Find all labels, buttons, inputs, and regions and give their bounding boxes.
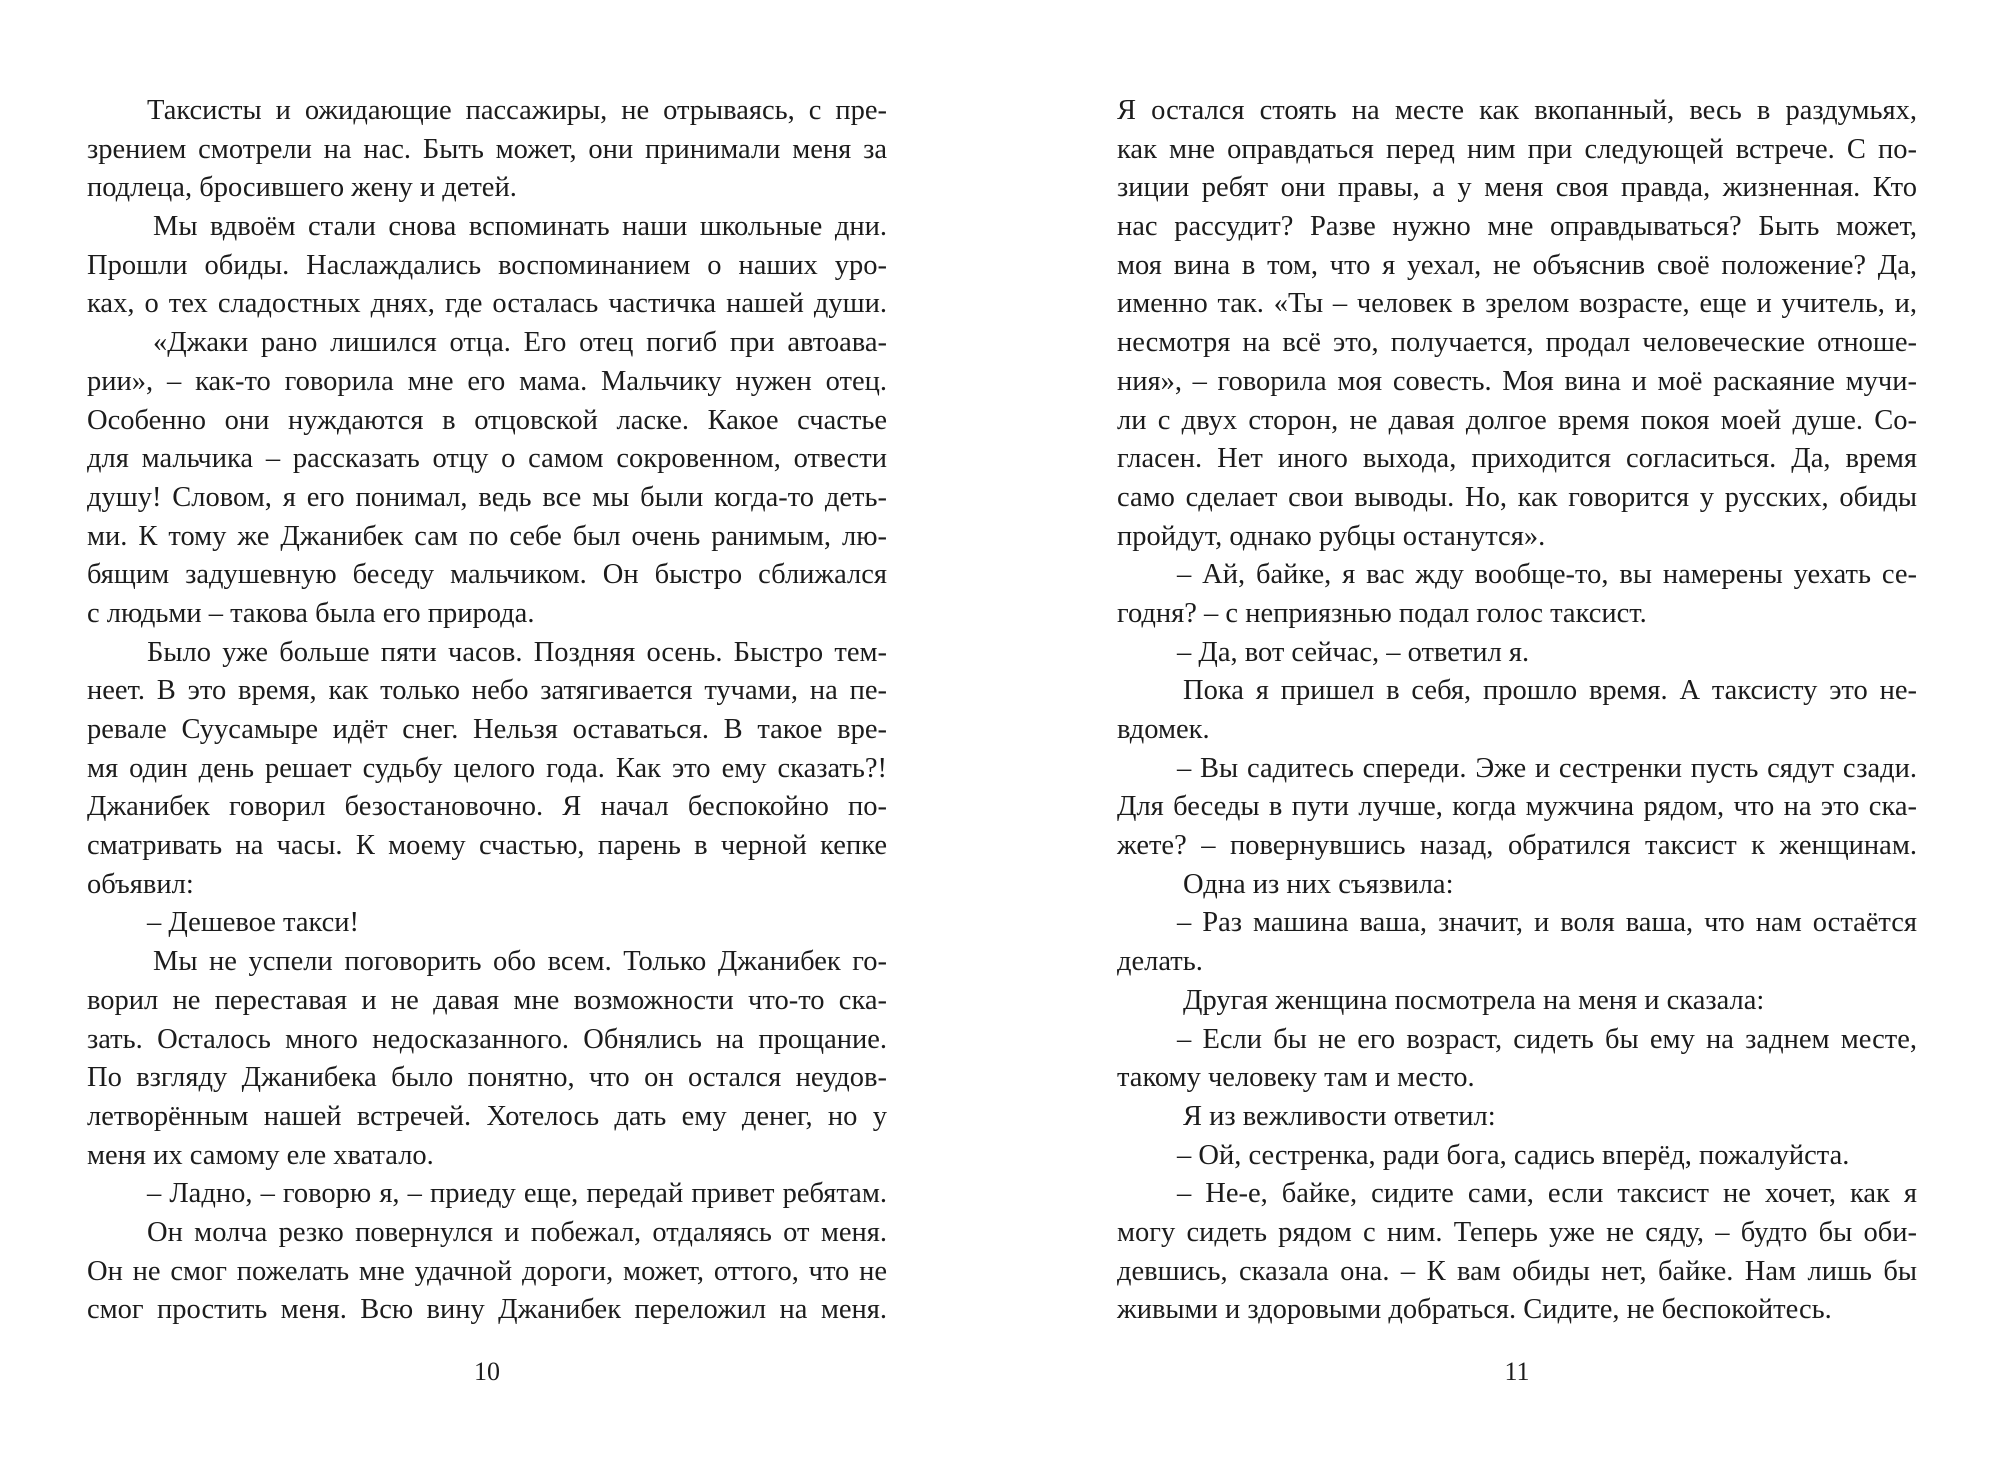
text-line: зрением смотрели на нас. Быть может, они принимали меня за: [87, 133, 887, 165]
page-number: 10: [474, 1357, 500, 1386]
text-line: Я из вежливости ответил:: [1183, 1100, 1496, 1132]
text-line: – Раз машина ваша, значит, и воля ваша, что нам остаётся: [1177, 907, 1917, 939]
text-line: жете? – повернувшись назад, обратился таксист к женщинам.: [1117, 830, 1917, 862]
left-page: [87, 92, 887, 1412]
text-line: Прошли обиды. Наслаждались воспоминанием о наших уро-: [87, 249, 887, 281]
text-line: ли с двух сторон, не давая долгое время покоя моей душе. Со-: [1117, 404, 1917, 436]
text-line: Одна из них съязвила:: [1183, 868, 1454, 900]
text-line: пройдут, однако рубцы останутся».: [1117, 520, 1546, 552]
text-line: неет. В это время, как только небо затягивается тучами, на пе-: [87, 675, 887, 707]
text-line: Джанибек говорил безостановочно. Я начал беспокойно по-: [87, 791, 887, 823]
text-line: рии», – как-то говорила мне его мама. Мальчику нужен отец.: [87, 365, 887, 397]
text-line: Другая женщина посмотрела на меня и сказала:: [1183, 984, 1765, 1016]
text-line: «Джаки рано лишился отца. Его отец погиб при автоава-: [153, 327, 887, 359]
text-line: мя один день решает судьбу целого года. Как это ему сказать?!: [87, 752, 887, 784]
text-line: смог простить меня. Всю вину Джанибек переложил на меня.: [87, 1294, 887, 1326]
text-line: – Если бы не его возраст, сидеть бы ему на заднем месте,: [1177, 1023, 1917, 1055]
text-line: нас рассудит? Разве нужно мне оправдываться? Быть может,: [1117, 211, 1917, 243]
text-line: зиции ребят они правы, а у меня своя правда, жизненная. Кто: [1117, 172, 1917, 204]
text-line: бящим задушевную беседу мальчиком. Он быстро сближался: [87, 559, 887, 591]
text-line: – Да, вот сейчас, – ответил я.: [1177, 636, 1530, 668]
text-line: – Ай, байке, я вас жду вообще-то, вы намерены уехать се-: [1177, 559, 1917, 591]
text-line: душу! Словом, я его понимал, ведь все мы были когда-то деть-: [87, 481, 887, 513]
text-line: Мы не успели поговорить обо всем. Только Джанибек го-: [153, 946, 887, 978]
text-line: девшись, сказала она. – К вам обиды нет, байке. Нам лишь бы: [1117, 1255, 1917, 1287]
text-line: Особенно они нуждаются в отцовской ласке. Какое счастье: [87, 404, 887, 436]
text-line: Он молча резко повернулся и побежал, отдаляясь от меня.: [147, 1216, 887, 1248]
text-line: летворённым нашей встречей. Хотелось дать ему денег, но у: [87, 1100, 887, 1132]
text-line: живыми и здоровыми добраться. Сидите, не беспокойтесь.: [1117, 1294, 1832, 1326]
text-line: – Дешевое такси!: [147, 907, 360, 939]
text-line: ми. К тому же Джанибек сам по себе был очень ранимым, лю-: [87, 520, 887, 552]
text-line: именно так. «Ты – человек в зрелом возрасте, еще и учитель, и,: [1117, 288, 1917, 320]
text-line: годня? – с неприязнью подал голос таксист.: [1117, 597, 1647, 629]
text-line: моя вина в том, что я уехал, не объяснив своё положение? Да,: [1117, 249, 1917, 281]
text-line: ревале Суусамыре идёт снег. Нельзя оставаться. В такое вре-: [87, 714, 887, 745]
text-line: сматривать на часы. К моему счастью, парень в черной кепке: [87, 830, 887, 862]
text-line: гласен. Нет иного выхода, приходится согласиться. Да, время: [1117, 443, 1917, 475]
right-page-text: [1117, 92, 1917, 1330]
text-line: – Не-е, байке, сидите сами, если таксист не хочет, как я: [1177, 1178, 1917, 1210]
text-line: вдомек.: [1117, 714, 1210, 745]
text-line: Для беседы в пути лучше, когда мужчина рядом, что на это ска-: [1117, 791, 1917, 823]
text-line: такому человеку там и место.: [1117, 1062, 1475, 1094]
text-line: Пока я пришел в себя, прошло время. А таксисту это не-: [1183, 675, 1917, 707]
text-line: ках, о тех сладостных днях, где осталась частичка нашей души.: [87, 288, 887, 320]
text-line: зать. Осталось много недосказанного. Обнялись на прощание.: [87, 1023, 887, 1055]
text-line: Он не смог пожелать мне удачной дороги, может, оттого, что не: [87, 1255, 887, 1287]
text-line: – Ладно, – говорю я, – приеду еще, передай привет ребятам.: [147, 1178, 887, 1210]
page-number: 11: [1504, 1357, 1530, 1386]
text-line: Таксисты и ожидающие пассажиры, не отрываясь, с пре-: [147, 95, 887, 126]
text-line: делать.: [1117, 946, 1203, 978]
text-line: – Ой, сестренка, ради бога, садись вперёд, пожалуйста.: [1177, 1139, 1850, 1171]
text-line: как мне оправдаться перед ним при следующей встрече. С по-: [1117, 133, 1917, 165]
text-line: меня их самому еле хватало.: [87, 1139, 434, 1171]
text-line: – Вы садитесь спереди. Эже и сестренки пусть сядут сзади.: [1177, 752, 1917, 784]
text-line: объявил:: [87, 868, 194, 900]
text-line: ворил не переставая и не давая мне возможности что-то ска-: [87, 984, 887, 1016]
text-line: для мальчика – рассказать отцу о самом сокровенном, отвести: [87, 443, 887, 475]
text-line: ния», – говорила моя совесть. Моя вина и моё раскаяние мучи-: [1117, 365, 1917, 397]
text-line: Я остался стоять на месте как вкопанный, весь в раздумьях,: [1117, 95, 1917, 126]
text-line: Мы вдвоём стали снова вспоминать наши школьные дни.: [153, 211, 887, 243]
text-line: могу сидеть рядом с ним. Теперь уже не сяду, – будто бы оби-: [1117, 1216, 1917, 1248]
text-line: с людьми – такова была его природа.: [87, 597, 535, 629]
text-line: подлеца, бросившего жену и детей.: [87, 172, 517, 204]
text-line: несмотря на всё это, получается, продал человеческие отноше-: [1117, 327, 1917, 359]
right-page: [1117, 92, 1917, 1412]
text-line: По взгляду Джанибека было понятно, что он остался неудов-: [87, 1062, 887, 1094]
text-line: Было уже больше пяти часов. Поздняя осень. Быстро тем-: [147, 636, 887, 668]
left-page-text: [87, 92, 887, 1330]
text-line: само сделает свои выводы. Но, как говорится у русских, обиды: [1117, 481, 1917, 513]
